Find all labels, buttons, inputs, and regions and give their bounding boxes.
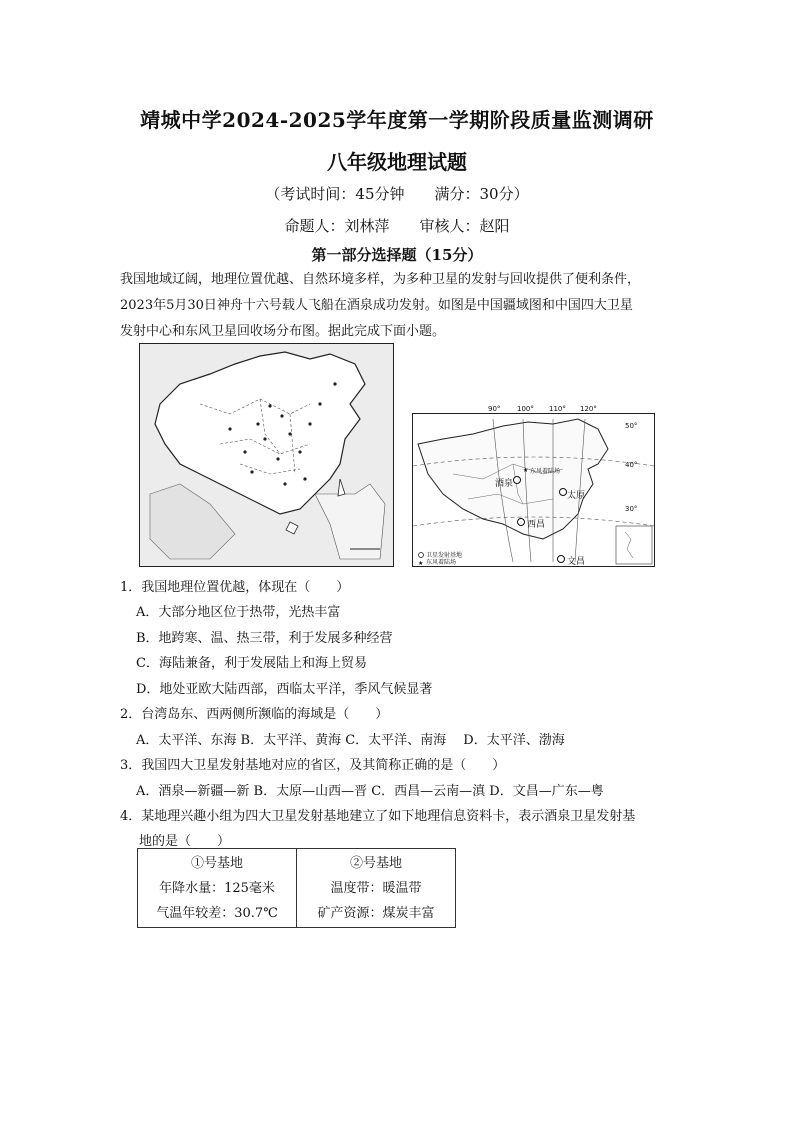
- question-1-option-c[interactable]: C．海陆兼备，利于发展陆上和海上贸易: [136, 656, 367, 671]
- lon-label: 120°: [580, 405, 597, 413]
- satellite-base-map-drawing: [413, 414, 654, 566]
- card-1-line: 年降水量：125毫米: [159, 880, 275, 896]
- exam-subtitle: 八年级地理试题: [327, 150, 467, 174]
- legend-launch-base: 卫星发射基地: [426, 552, 463, 559]
- lon-label: 90°: [488, 405, 501, 413]
- info-card-cell: [297, 849, 456, 928]
- question-3-stem: 3．我国四大卫星发射基地对应的省区，及其简称正确的是（ ）: [120, 758, 506, 773]
- star-icon: ★: [523, 467, 529, 474]
- question-1-option-a[interactable]: A．大部分地区位于热带，光热丰富: [136, 605, 341, 620]
- card-1-title: ①号基地: [190, 855, 243, 871]
- place-label-dongfeng: 东风着陆场: [530, 468, 561, 475]
- intro-line: 我国地域辽阔，地理位置优越、自然环境多样，为多种卫星的发射与回收提供了便利条件，: [120, 272, 641, 287]
- info-card-table: [137, 848, 456, 928]
- question-1-option-b[interactable]: B．地跨寒、温、热三带，利于发展多种经营: [136, 631, 393, 646]
- china-territory-map: [139, 343, 394, 567]
- satellite-base-map: [412, 413, 655, 567]
- card-1-line: 气温年较差：30.7℃: [156, 905, 278, 921]
- lat-label: 50°: [625, 422, 638, 430]
- question-1-option-d[interactable]: D．地处亚欧大陆西部，西临太平洋，季风气候显著: [136, 682, 433, 697]
- question-1-stem: 1．我国地理位置优越，体现在（ ）: [120, 580, 350, 595]
- legend-landing-site: 东风着陆场: [426, 559, 457, 566]
- exam-time-info: （考试时间：45分钟 满分：30分）: [265, 185, 529, 203]
- question-4-stem-cont: 地的是（ ）: [139, 834, 231, 849]
- place-label-jiuquan: 酒泉: [495, 479, 514, 489]
- section-title: 第一部分选择题（15分）: [311, 246, 483, 264]
- question-2-options[interactable]: A．太平洋、东海 B．太平洋、黄海 C．太平洋、南海 D．太平洋、渤海: [136, 733, 565, 748]
- lon-label: 110°: [549, 405, 566, 413]
- intro-line: 发射中心和东风卫星回收场分布图。据此完成下面小题。: [120, 324, 446, 339]
- lat-label: 40°: [625, 461, 638, 469]
- place-label-xichang: 西昌: [527, 520, 546, 530]
- star-icon: ★: [418, 560, 424, 566]
- place-label-wenchang: 文昌: [567, 557, 586, 566]
- lon-label: 100°: [517, 405, 534, 413]
- question-4-stem: 4．某地理兴趣小组为四大卫星发射基地建立了如下地理信息资料卡，表示酒泉卫星发射基: [120, 809, 636, 824]
- exam-title: 靖城中学2024-2025学年度第一学期阶段质量监测调研: [140, 108, 654, 132]
- question-3-options[interactable]: A．酒泉—新疆—新 B．太原—山西—晋 C．西昌—云南—滇 D．文昌—广东—粤: [136, 784, 604, 799]
- china-territory-map-drawing: [140, 344, 393, 566]
- card-2-line: 矿产资源：煤炭丰富: [317, 905, 435, 921]
- lat-label: 30°: [625, 505, 638, 513]
- place-label-taiyuan: 太原: [567, 491, 586, 501]
- info-card-cell: [138, 849, 297, 928]
- intro-line: 2023年5月30日神舟十六号载人飞船在酒泉成功发射。如图是中国疆域图和中国四大卫星: [120, 298, 633, 313]
- exam-authors: 命题人：刘林萍 审核人：赵阳: [284, 217, 510, 235]
- lon-label-row: [412, 405, 653, 415]
- card-2-title: ②号基地: [349, 855, 402, 871]
- card-2-line: 温度带：暖温带: [330, 880, 422, 896]
- intro-paragraph: [120, 267, 680, 345]
- question-2-stem: 2．台湾岛东、西两侧所濒临的海域是（ ）: [120, 707, 389, 722]
